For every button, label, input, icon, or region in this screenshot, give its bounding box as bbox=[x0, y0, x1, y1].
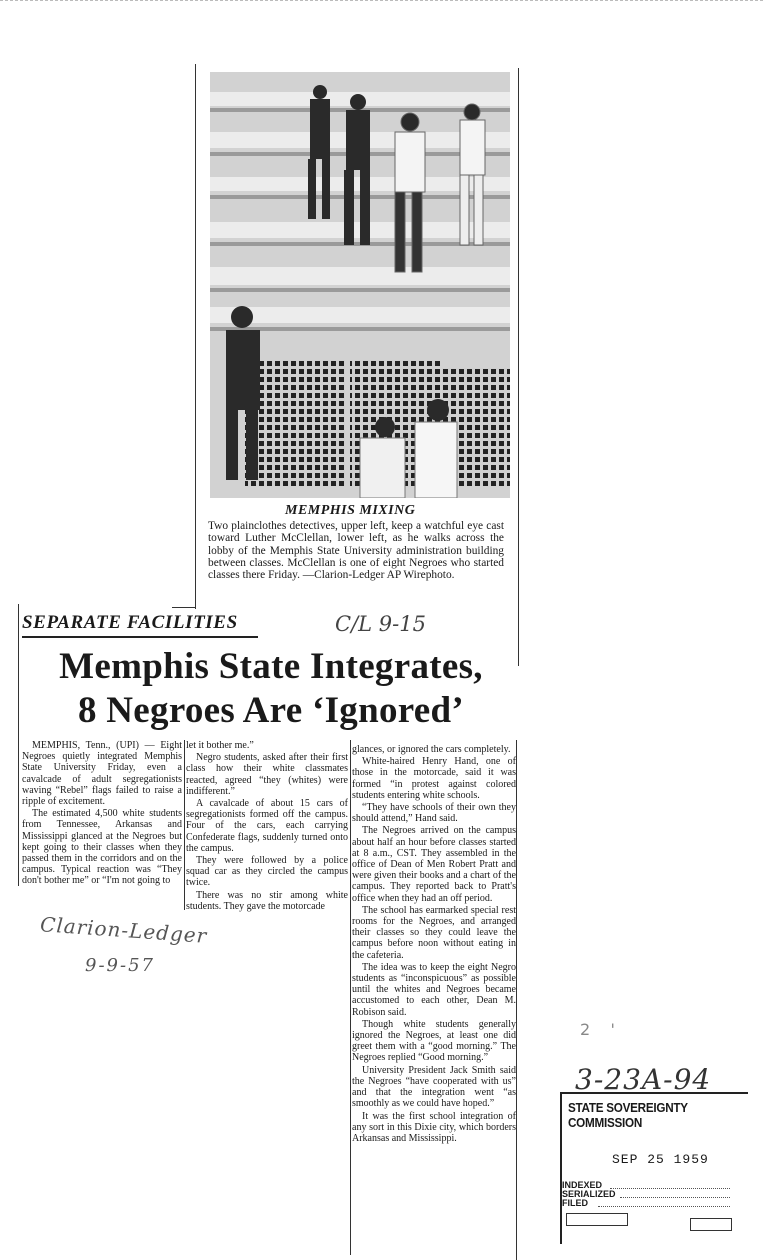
file-number: 3-23A-94 bbox=[575, 1063, 712, 1096]
handwritten-date: C/L 9-15 bbox=[335, 612, 426, 636]
article-column-2 bbox=[186, 740, 348, 912]
article-paragraph: The school has earmarked special rest rooms for the Negroes, and arranged their classes so they could leave the campus before noon without eating in the cafeteria. bbox=[352, 904, 516, 961]
stamp-box-left bbox=[566, 1213, 628, 1226]
article-paragraph: “They have schools of their own they should attend,” Hand said. bbox=[352, 802, 516, 825]
article-column-3 bbox=[352, 744, 516, 1144]
article-paragraph: let it bother me.” bbox=[186, 740, 254, 751]
article-paragraph: MEMPHIS, Tenn., (UPI) — Eight Negroes quietly integrated Memphis State University Friday, even a cavalcade of adult segregationists waving “Rebel” flags failed to raise a ripple of excitement. bbox=[22, 740, 182, 808]
article-paragraph: They were followed by a police squad car as they circled the campus twice. bbox=[186, 855, 348, 889]
news-photo bbox=[210, 72, 510, 498]
page-top-border bbox=[0, 0, 763, 1]
stamp-box-right bbox=[690, 1218, 732, 1231]
photo-caption-title: MEMPHIS MIXING bbox=[285, 503, 416, 518]
article-column-1 bbox=[22, 740, 182, 887]
article-paragraph: There was no stir among white students. They gave the motorcade bbox=[186, 889, 348, 912]
article-paragraph: Though white students generally ignored the Negroes, at least one did greet them with a “good morning.” The Negroes replied “Good morning.” bbox=[352, 1018, 516, 1064]
stamp-field-filed: FILED bbox=[562, 1198, 588, 1208]
clipping-border-left bbox=[195, 64, 196, 609]
stamp-title: STATE SOVEREIGNTY COMMISSION bbox=[568, 1100, 688, 1130]
headline-line-2: 8 Negroes Are ‘Ignored’ bbox=[77, 690, 465, 731]
article-paragraph: The Negroes arrived on the campus about half an hour before classes started at 8 a.m., CST. They assembled in the office of Dean of Men Robert Pratt and were given their books and a chart of the campus. They reported back to Pratt's office when they had an off period. bbox=[352, 825, 516, 904]
faint-mark: 2 ' bbox=[580, 1020, 615, 1039]
headline-line-1: Memphis State Integrates, bbox=[59, 646, 483, 687]
column-rule-3 bbox=[516, 740, 517, 1260]
column-border-left bbox=[18, 604, 19, 886]
article-paragraph: glances, or ignored the cars completely. bbox=[352, 744, 511, 755]
article-paragraph: White-haired Henry Hand, one of those in the motorcade, said it was formed “in protest against colored students entering white schools. bbox=[352, 756, 516, 801]
section-rule bbox=[22, 636, 258, 638]
section-label: SEPARATE FACILITIES bbox=[22, 612, 238, 633]
handwritten-source-date: 9-9-57 bbox=[85, 955, 155, 976]
article-paragraph: University President Jack Smith said the Negroes “have cooperated with us” and that the integration went “as smoothly as we could have hoped.” bbox=[352, 1064, 516, 1110]
handwritten-source: Clarion-Ledger bbox=[39, 912, 209, 948]
column-rule-2 bbox=[350, 740, 351, 1255]
article-paragraph: A cavalcade of about 15 cars of segregationists formed off the campus. Four of the cars, each carrying Confederate flags, suddenly turned onto the campus. bbox=[186, 798, 348, 854]
column-rule-1 bbox=[184, 740, 185, 910]
stamp-line-serialized bbox=[620, 1197, 730, 1198]
article-paragraph: The idea was to keep the eight Negro students as “inconspicuous” as possible until the whites and Negroes became accustomed to each other, Dean M. Robison said. bbox=[352, 961, 516, 1018]
article-paragraph: It was the first school integration of any sort in this Dixie city, which borders Arkansas and Mississippi. bbox=[352, 1110, 516, 1144]
article-paragraph: Negro students, asked after their first class how their white classmates reacted, agreed “they (whites) were indifferent.” bbox=[186, 752, 348, 797]
article-paragraph: The estimated 4,500 white students from Tennessee, Arkansas and Mississippi glanced at the Negroes but kept going to their classes when they passed them in the corridors and on the campus. Typical reaction was “They don't bother me” or “I'm not going to bbox=[22, 808, 182, 887]
stamp-field-serialized: SERIALIZED bbox=[562, 1189, 616, 1199]
stamp-field-indexed: INDEXED bbox=[562, 1180, 603, 1190]
photo-caption: Two plainclothes detectives, upper left, keep a watchful eye cast toward Luther McClellan, lower left, as he walks across the lobby of the Memphis State University administration building between classes. McClellan is one of eight Negroes who started classes there Friday. —Clarion-Ledger AP Wirephoto. bbox=[208, 520, 504, 582]
stamp-date: SEP 25 1959 bbox=[612, 1152, 709, 1167]
stamp-line-indexed bbox=[610, 1188, 730, 1189]
stamp-line-filed bbox=[598, 1206, 730, 1207]
clipping-border-right bbox=[518, 68, 519, 666]
clipping-border-step bbox=[172, 607, 196, 608]
headline bbox=[26, 645, 516, 733]
